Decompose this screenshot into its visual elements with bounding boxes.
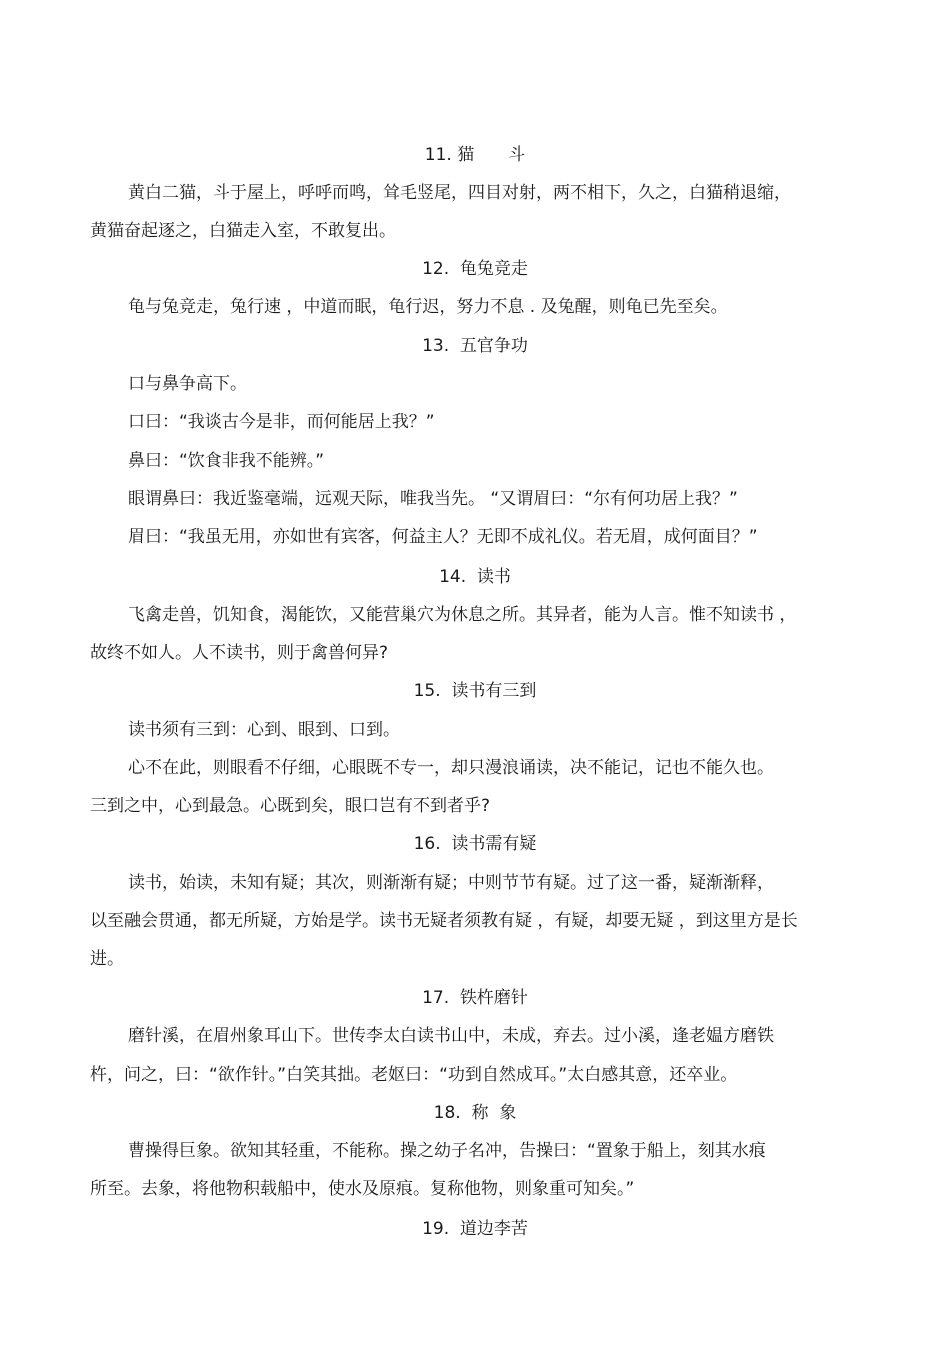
story-15-line-3: 三到之中，心到最急。心既到矣，眼口岂有不到者乎? — [90, 796, 491, 816]
story-13-line-4: 眼谓鼻曰：我近鉴毫端，远观天际，唯我当先。 “又谓眉曰：“尔有何功居上我？” — [128, 489, 738, 509]
story-18-line-1: 曹操得巨象。欲知其轻重，不能称。操之幼子名冲，告操曰：“置象于船上，刻其水痕 — [128, 1141, 766, 1161]
story-title-13: 13. 五官争功 — [422, 336, 528, 356]
story-title-11: 11. 猫 斗 — [424, 145, 526, 165]
story-13-line-3: 鼻曰：“饮食非我不能辨。” — [128, 451, 325, 471]
story-13-line-5: 眉曰：“我虽无用，亦如世有宾客，何益主人？无即不成礼仪。若无眉，成何面目？” — [128, 527, 758, 547]
story-title-12: 12. 龟兔竞走 — [422, 259, 528, 279]
story-title-15: 15. 读书有三到 — [413, 681, 537, 701]
story-16-line-3: 进。 — [90, 949, 124, 969]
story-12-line-1: 龟与兔竞走，兔行速 ，中道而眠，龟行迟，努力不息 . 及兔醒，则龟已先至矣。 — [128, 297, 728, 317]
story-18-line-2: 所至。去象，将他物积载船中，使水及原痕。复称他物，则象重可知矣。” — [90, 1179, 635, 1199]
story-13-line-1: 口与鼻争高下。 — [128, 374, 247, 394]
story-title-17: 17. 铁杵磨针 — [422, 988, 528, 1008]
story-16-line-1: 读书，始读，未知有疑；其次，则渐渐有疑；中则节节有疑。过了这一番，疑渐渐释， — [128, 873, 774, 893]
story-16-line-2: 以至融会贯通，都无所疑，方始是学。读书无疑者须教有疑 ，有疑，却要无疑 ，到这里方是长 — [90, 911, 798, 931]
story-title-18: 18. 称 象 — [433, 1103, 517, 1123]
story-title-14: 14. 读书 — [439, 567, 511, 587]
story-11-line-2: 黄猫奋起逐之，白猫走入室，不敢复出。 — [90, 221, 396, 241]
story-13-line-2: 口曰：“我谈古今是非，而何能居上我？” — [128, 412, 435, 432]
story-title-16: 16. 读书需有疑 — [413, 834, 537, 854]
story-title-19: 19. 道边李苦 — [422, 1219, 528, 1239]
story-15-line-1: 读书须有三到：心到、眼到、口到。 — [128, 720, 400, 740]
story-14-line-1: 飞禽走兽，饥知食，渴能饮，又能营巢穴为休息之所。其异者，能为人言。惟不知读书 ， — [128, 605, 797, 625]
story-17-line-1: 磨针溪，在眉州象耳山下。世传李太白读书山中，未成，弃去。过小溪，逢老媪方磨铁 — [128, 1026, 774, 1046]
story-17-line-2: 杵，问之，曰：“欲作针。”白笑其拙。老妪曰：“功到自然成耳。”太白感其意，还卒业。 — [90, 1065, 738, 1085]
story-14-line-2: 故终不如人。人不读书，则于禽兽何异? — [90, 643, 389, 663]
story-11-line-1: 黄白二猫，斗于屋上，呼呼而鸣，耸毛竖尾，四目对射，两不相下，久之，白猫稍退缩， — [128, 183, 791, 203]
story-15-line-2: 心不在此，则眼看不仔细，心眼既不专一，却只漫浪诵读，决不能记，记也不能久也。 — [128, 758, 774, 778]
